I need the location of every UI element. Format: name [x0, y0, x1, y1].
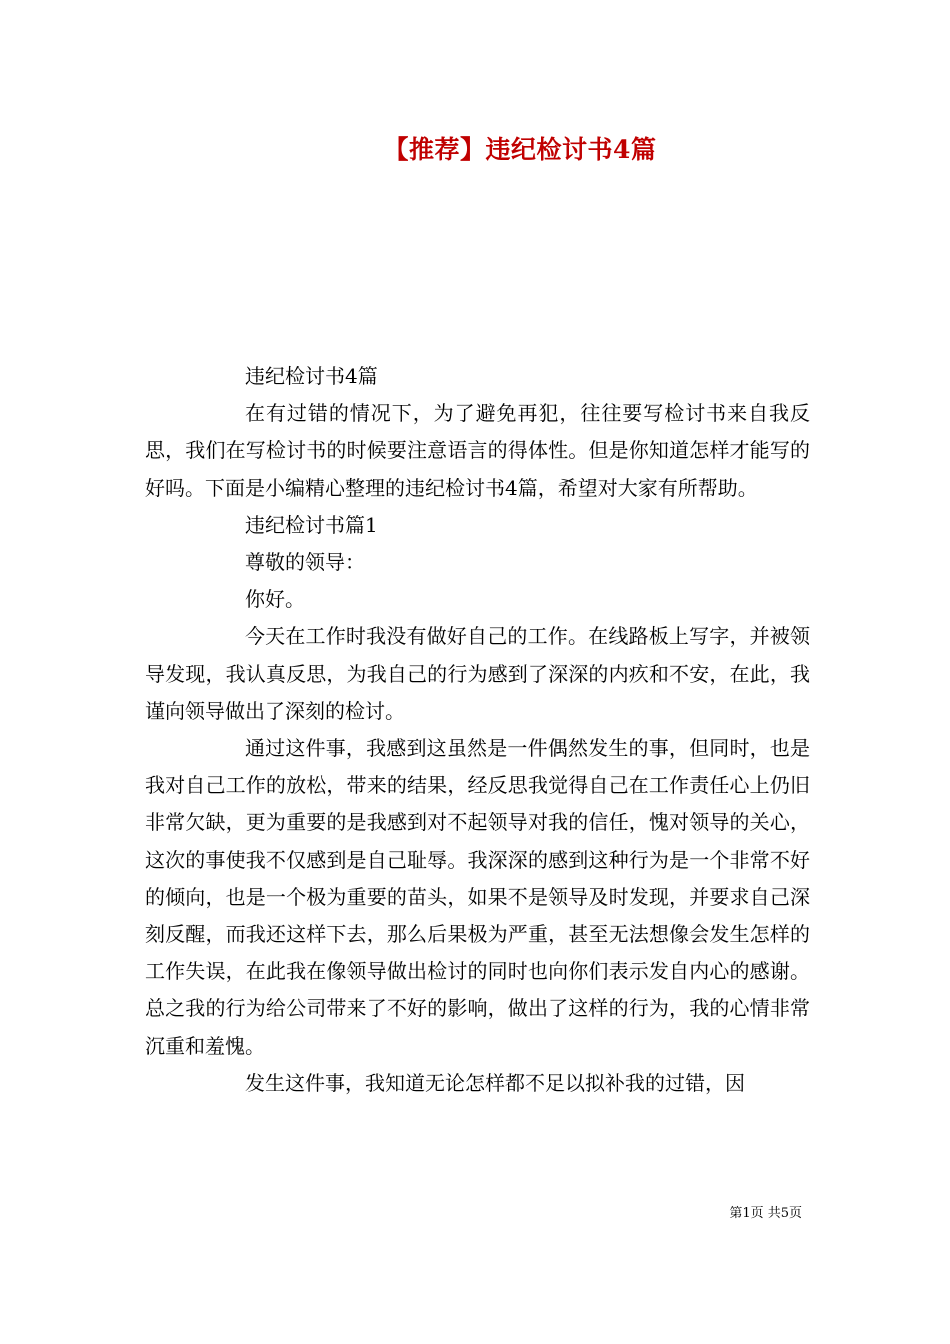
document-title: 【推荐】违纪检讨书4篇 — [383, 135, 657, 164]
page-number-footer: 第1页 共5页 — [729, 1206, 802, 1221]
paragraph-intro: 在有过错的情况下，为了避免再犯，往往要写检讨书来自我反思，我们在写检讨书的时候要注意语言的得体性。但是你知道怎样才能写的好吗。下面是小编精心整理的违纪检讨书4篇，希望对大家有所帮助。 — [145, 401, 810, 500]
paragraph-body-2: 通过这件事，我感到这虽然是一件偶然发生的事，但同时，也是我对自己工作的放松，带来的结果，经反思我觉得自己在工作责任心上仍旧非常欠缺，更为重要的是我感到对不起领导对我的信任，愧对领导的关心，这次的事使我不仅感到是自己耻辱。我深深的感到这种行为是一个非常不好的倾向，也是一个极为重要的苗头，如果不是领导及时发现，并要求自己深刻反醒，而我还这样下去，那么后果极为严重，甚至无法想像会发生怎样的工作失误，在此我在像领导做出检讨的同时也向你们表示发自内心的感谢。总之我的行为给公司带来了不好的影响，做出了这样的行为，我的心情非常沉重和羞愧。 — [145, 736, 810, 1058]
paragraph-section-heading: 违纪检讨书篇1 — [245, 512, 378, 537]
paragraph-body-1: 今天在工作时我没有做好自己的工作。在线路板上写字，并被领导发现，我认真反思，为我自己的行为感到了深深的内疚和不安，在此，我谨向领导做出了深刻的检讨。 — [145, 624, 810, 723]
paragraph-greeting: 你好。 — [245, 587, 305, 612]
document-body — [145, 358, 810, 1102]
paragraph-subtitle: 违纪检讨书4篇 — [245, 364, 378, 388]
paragraph-body-3: 发生这件事，我知道无论怎样都不足以拟补我的过错，因 — [245, 1070, 745, 1095]
paragraph-salutation: 尊敬的领导： — [245, 550, 365, 575]
